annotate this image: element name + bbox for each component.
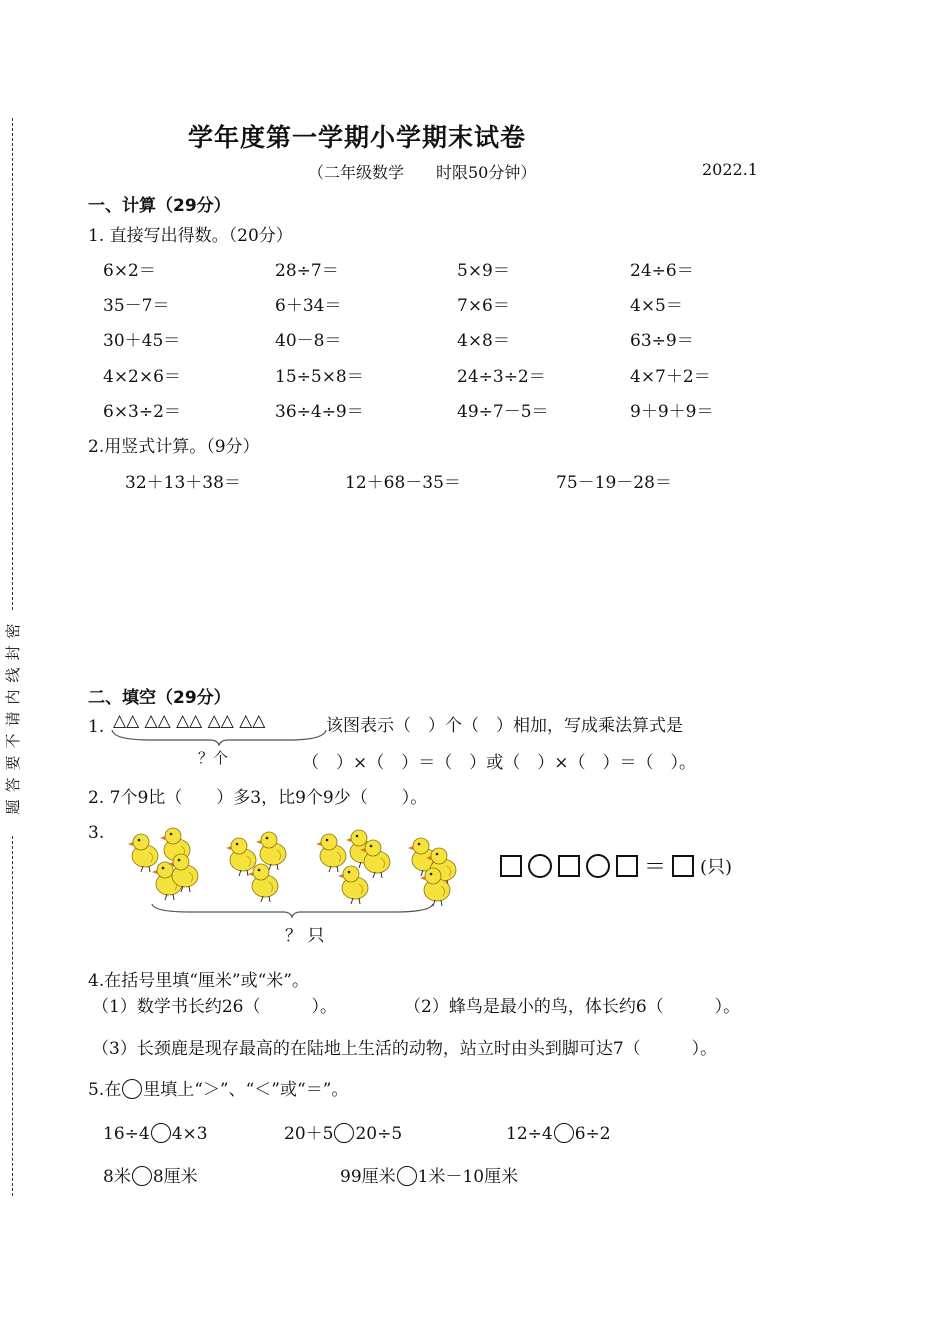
fill-q4-label: 4.在括号里填“厘米”或“米”。 bbox=[88, 971, 309, 991]
vertical-calc-item: 32＋13＋38＝ bbox=[125, 473, 241, 493]
brace-icon bbox=[150, 902, 435, 918]
answer-equation bbox=[500, 850, 732, 881]
operator-circle[interactable] bbox=[586, 854, 610, 878]
compare-circle[interactable] bbox=[334, 1123, 354, 1143]
seal-char: 要 bbox=[4, 755, 22, 771]
calc-item: 4×5＝ bbox=[630, 296, 683, 316]
compare-circle[interactable] bbox=[132, 1166, 152, 1186]
fill-q2-text: 2. 7个9比（ ）多3，比9个9少（ ）。 bbox=[88, 788, 428, 808]
vertical-calc-item: 12＋68－35＝ bbox=[345, 473, 461, 493]
operator-circle[interactable] bbox=[528, 854, 552, 878]
seal-char: 答 bbox=[4, 777, 22, 793]
calc-item: 6×2＝ bbox=[103, 261, 156, 281]
compare-circle[interactable] bbox=[554, 1123, 574, 1143]
brace-icon bbox=[110, 728, 328, 746]
seal-dashed-line-bottom bbox=[12, 836, 13, 1196]
answer-box[interactable] bbox=[558, 855, 580, 877]
seal-char: 线 bbox=[4, 667, 22, 683]
compare-left: 12÷4 bbox=[506, 1124, 553, 1144]
brace-label: ？个 bbox=[198, 749, 229, 767]
compare-right: 1米－10厘米 bbox=[417, 1167, 519, 1187]
compare-left: 8米 bbox=[103, 1167, 131, 1187]
calc-item: 30＋45＝ bbox=[103, 331, 181, 351]
q1-label: 1. 直接写出得数。（20分） bbox=[88, 226, 293, 246]
seal-char: 题 bbox=[4, 799, 22, 815]
seal-char: 内 bbox=[4, 689, 22, 705]
fill-q1-text: 该图表示（ ）个（ ）相加，写成乘法算式是 bbox=[326, 716, 683, 736]
fill-q4-c: （3）长颈鹿是现存最高的在陆地上生活的动物，站立时由头到脚可达7（ ）。 bbox=[92, 1039, 718, 1059]
unit-label: (只) bbox=[700, 856, 733, 878]
compare-item bbox=[284, 1123, 402, 1144]
compare-left: 99厘米 bbox=[340, 1167, 396, 1187]
answer-box[interactable] bbox=[672, 855, 694, 877]
calc-item: 9＋9＋9＝ bbox=[630, 402, 714, 422]
seal-char: 封 bbox=[4, 645, 22, 661]
compare-left: 16÷4 bbox=[103, 1124, 150, 1144]
calc-item: 36÷4÷9＝ bbox=[275, 402, 364, 422]
fill-q5-label bbox=[88, 1079, 348, 1100]
calc-item: 40－8＝ bbox=[275, 331, 342, 351]
circle-icon bbox=[122, 1079, 142, 1099]
answer-box[interactable] bbox=[500, 855, 522, 877]
calc-item: 4×2×6＝ bbox=[103, 367, 181, 387]
fill-q3-number: 3. bbox=[88, 823, 105, 843]
compare-right: 4×3 bbox=[171, 1124, 208, 1144]
triangle-groups: △△ △△ △△ △△ △△ bbox=[113, 711, 266, 731]
calc-item: 6＋34＝ bbox=[275, 296, 342, 316]
fill-q5-label-pre: 5.在 bbox=[88, 1080, 122, 1100]
calc-item: 35－7＝ bbox=[103, 296, 170, 316]
compare-right: 8厘米 bbox=[152, 1167, 198, 1187]
compare-left: 20＋5 bbox=[284, 1124, 334, 1144]
seal-dashed-line-top bbox=[12, 118, 13, 610]
compare-item bbox=[103, 1166, 198, 1187]
seal-char: 请 bbox=[4, 711, 22, 727]
compare-item bbox=[103, 1123, 208, 1144]
page-subtitle: （二年级数学 时限50分钟） bbox=[308, 163, 537, 182]
compare-item bbox=[506, 1123, 611, 1144]
compare-circle[interactable] bbox=[397, 1166, 417, 1186]
chicks-illustration bbox=[125, 820, 465, 912]
equals-sign: ＝ bbox=[644, 855, 667, 880]
calc-item: 15÷5×8＝ bbox=[275, 367, 364, 387]
calc-item: 28÷7＝ bbox=[275, 261, 339, 281]
calc-item: 4×7＋2＝ bbox=[630, 367, 711, 387]
calc-item: 6×3÷2＝ bbox=[103, 402, 181, 422]
section1-heading: 一、计算（29分） bbox=[88, 196, 231, 216]
compare-item bbox=[340, 1166, 518, 1187]
compare-right: 20÷5 bbox=[355, 1124, 403, 1144]
fill-q4-b: （2）蜂鸟是最小的鸟，体长约6（ ）。 bbox=[404, 997, 741, 1017]
section2-heading: 二、填空（29分） bbox=[88, 688, 231, 708]
calc-item: 49÷7－5＝ bbox=[457, 402, 549, 422]
q2-label: 2.用竖式计算。（9分） bbox=[88, 437, 260, 457]
fill-q5-label-post: 里填上“＞”、“＜”或“＝”。 bbox=[143, 1080, 349, 1100]
exam-date: 2022.1 bbox=[702, 160, 758, 179]
answer-box[interactable] bbox=[616, 855, 638, 877]
compare-circle[interactable] bbox=[151, 1123, 171, 1143]
compare-right: 6÷2 bbox=[574, 1124, 611, 1144]
seal-text bbox=[3, 620, 23, 818]
vertical-calc-item: 75－19－28＝ bbox=[556, 473, 672, 493]
calc-item: 4×8＝ bbox=[457, 331, 510, 351]
calc-item: 7×6＝ bbox=[457, 296, 510, 316]
calc-item: 63÷9＝ bbox=[630, 331, 694, 351]
fill-q4-a: （1）数学书长约26（ ）。 bbox=[92, 997, 337, 1017]
page-title: 学年度第一学期小学期末试卷 bbox=[188, 123, 527, 152]
fill-q1-line2: （ ）×（ ）＝（ ）或（ ）×（ ）＝（ ）。 bbox=[302, 753, 696, 773]
calc-item: 24÷3÷2＝ bbox=[457, 367, 546, 387]
seal-char: 不 bbox=[4, 733, 22, 749]
calc-item: 5×9＝ bbox=[457, 261, 510, 281]
seal-char: 密 bbox=[4, 623, 22, 639]
brace-label: ？ 只 bbox=[285, 926, 325, 946]
calc-item: 24÷6＝ bbox=[630, 261, 694, 281]
fill-q1-number: 1. bbox=[88, 717, 105, 737]
